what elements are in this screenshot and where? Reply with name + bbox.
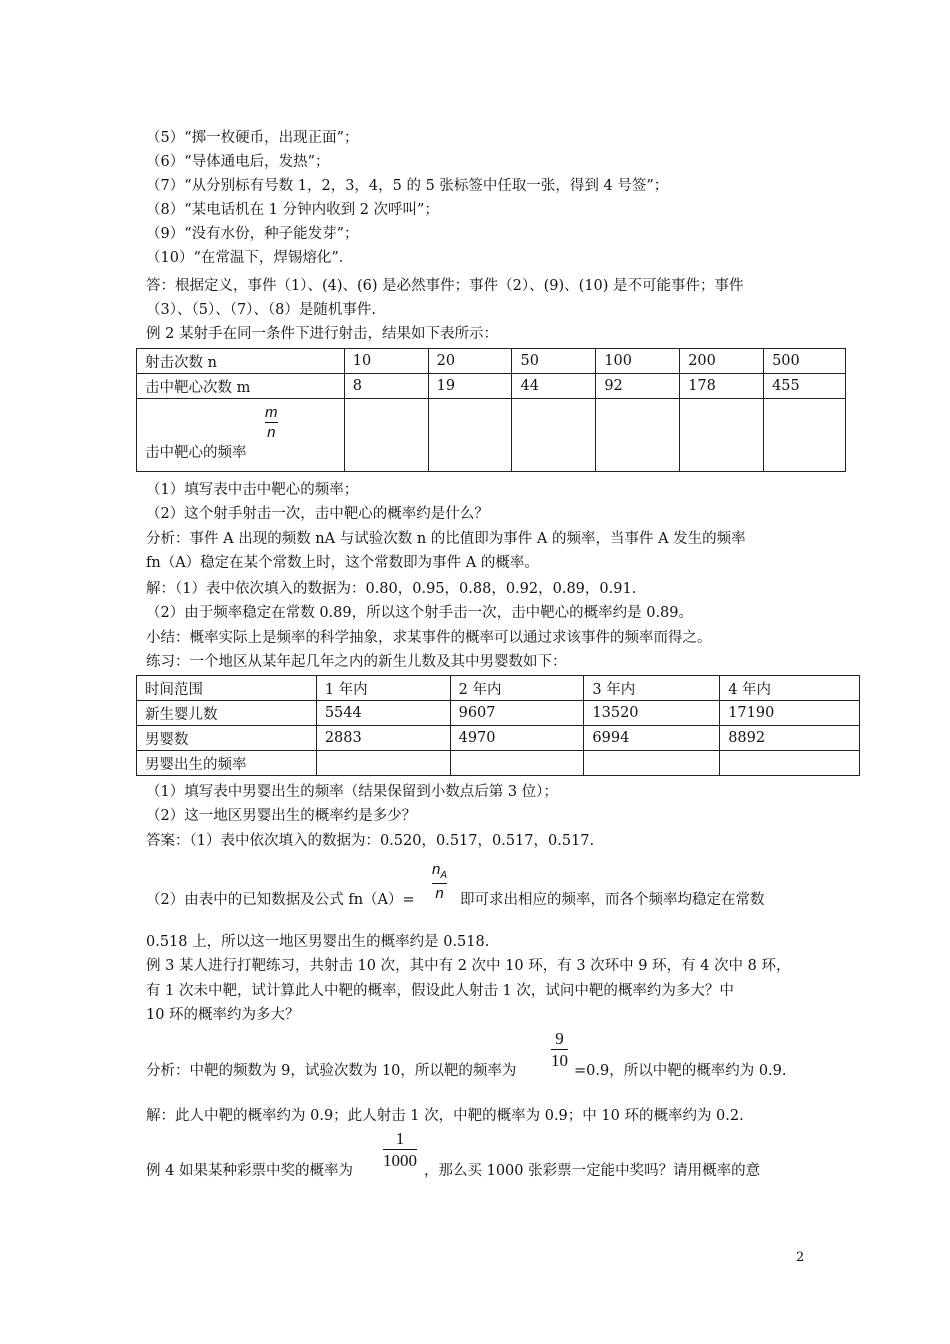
text-line: （10）“在常温下，焊锡熔化”． (146, 250, 354, 266)
text-line: （6）“导体通电后，发热”； (146, 154, 330, 170)
fraction-bar (432, 883, 447, 884)
text-line: 解：（1）表中依次填入的数据为：0.80，0.95，0.88，0.92，0.89，0.91. (146, 581, 637, 597)
fraction-denominator: 10 (551, 1051, 568, 1070)
fraction-numerator: 1 (395, 1129, 405, 1148)
fraction-bar (551, 1049, 568, 1050)
text-line (146, 888, 415, 912)
numerator-subscript: A (440, 870, 448, 881)
text-segment: ，那么买 1000 张彩票一定能中奖吗？请用概率的意 (424, 1163, 761, 1179)
fraction (383, 1130, 417, 1169)
table-cell: 100 (596, 349, 680, 374)
table-cell (584, 751, 720, 776)
text-segment: 例 4 如果某种彩票中奖的概率为 (146, 1163, 353, 1179)
table-row (137, 751, 860, 776)
table-cell: 时间范围 (137, 676, 317, 701)
birth-table (136, 675, 860, 776)
text-line: （7）“从分别标有号数 1，2，3，4，5 的 5 张标签中任取一张，得到 4 号签”； (146, 178, 669, 194)
table-row (137, 726, 860, 751)
table-row (137, 374, 846, 399)
text-line: （2）这一地区男婴出生的概率约是多少？ (146, 808, 417, 824)
text-line: （2）这个射手射击一次，击中靶心的概率约是什么？ (146, 506, 489, 522)
text-line: 有 1 次未中靶，试计算此人中靶的概率，假设此人射击 1 次，试问中靶的概率约为多大？中 (146, 983, 734, 999)
table-cell: 19 (428, 374, 512, 399)
numerator-letter: n (432, 861, 441, 878)
text-line (574, 1059, 787, 1083)
text-segment: =0.9，所以中靶的概率约为 0.9. (574, 1063, 787, 1079)
table-cell (450, 751, 584, 776)
table-row (137, 349, 846, 374)
table-cell: 5544 (316, 701, 450, 726)
table-cell: 455 (764, 374, 846, 399)
table-cell: 新生婴儿数 (137, 701, 317, 726)
table-cell (344, 399, 428, 472)
table-cell: 男婴出生的频率 (137, 751, 317, 776)
table-cell: 500 (764, 349, 846, 374)
fraction-denominator: n (267, 424, 276, 441)
table-cell (720, 751, 860, 776)
text-segment: 分析：中靶的频数为 9，试验次数为 10，所以靶的频率为 (146, 1063, 517, 1079)
text-line: 例 3 某人进行打靶练习，共射击 10 次，其中有 2 次中 10 环，有 3 次环中 9 环，有 4 次中 8 环， (146, 958, 791, 974)
text-line: （3）、（5）、（7）、（8）是随机事件. (146, 302, 377, 318)
table-cell (428, 399, 512, 472)
fraction-denominator: n (435, 885, 444, 902)
table-cell (680, 399, 764, 472)
table-cell: 20 (428, 349, 512, 374)
text-line (146, 1059, 516, 1083)
table-cell: 92 (596, 374, 680, 399)
table-cell: 9607 (450, 701, 584, 726)
table-cell: 200 (680, 349, 764, 374)
table-cell: 178 (680, 374, 764, 399)
text-line: （1）填写表中击中靶心的频率； (146, 482, 359, 498)
fraction (432, 862, 447, 901)
table-cell: 6994 (584, 726, 720, 751)
table-row (137, 701, 860, 726)
table-cell: 4 年内 (720, 676, 860, 701)
text-line (460, 888, 765, 912)
text-line: （2）由于频率稳定在常数 0.89，所以这个射手击一次，击中靶心的概率约是 0.89。 (146, 605, 694, 621)
text-line: 练习：一个地区从某年起几年之内的新生儿数及其中男婴数如下： (146, 654, 567, 670)
table-cell: 3 年内 (584, 676, 720, 701)
table-row (137, 399, 846, 472)
table-cell: 2883 (316, 726, 450, 751)
table-cell: 2 年内 (450, 676, 584, 701)
fraction-bar (383, 1149, 417, 1150)
fraction-bar (265, 422, 278, 423)
table-cell: 13520 (584, 701, 720, 726)
text-line: 小结：概率实际上是频率的科学抽象，求某事件的概率可以通过求该事件的频率而得之。 (146, 630, 712, 646)
table-cell: 8892 (720, 726, 860, 751)
text-line (424, 1159, 760, 1183)
table-cell: 8 (344, 374, 428, 399)
table-cell (316, 751, 450, 776)
table-cell: 男婴数 (137, 726, 317, 751)
text-line: 答案：（1）表中依次填入的数据为：0.520，0.517，0.517，0.517. (146, 833, 595, 849)
text-line: 答：根据定义，事件（1）、(4)、(6) 是必然事件；事件（2）、(9)、(10) 是不可能事件；事件 (146, 278, 744, 294)
text-line: （9）“没有水份，种子能发芽”； (146, 226, 359, 242)
text-line: 0.518 上，所以这一地区男婴出生的概率约是 0.518. (146, 934, 490, 950)
table-cell: 44 (512, 374, 596, 399)
text-line: （8）“某电话机在 1 分钟内收到 2 次呼叫”； (146, 202, 439, 218)
fraction-numerator: 9 (555, 1029, 564, 1048)
text-line (146, 1159, 353, 1183)
text-line: 例 2 某射手在同一条件下进行射击，结果如下表所示： (146, 326, 498, 342)
page-number: 2 (796, 1250, 805, 1265)
table-row (137, 676, 860, 701)
fraction-numerator (432, 862, 447, 881)
fraction-denominator: 1000 (383, 1151, 417, 1170)
text-line: fn（A）稳定在某个常数上时，这个常数即为事件 A 的概率。 (146, 555, 539, 571)
row-label: 击中靶心的频率 (145, 445, 247, 461)
table-cell: 4970 (450, 726, 584, 751)
table-cell: 击中靶心次数 m (137, 374, 345, 399)
text-segment: 即可求出相应的频率，而各个频率均稳定在常数 (460, 892, 765, 908)
table-cell (596, 399, 680, 472)
fraction (551, 1030, 568, 1069)
table-cell (764, 399, 846, 472)
fraction-numerator: m (265, 404, 278, 421)
table-cell (512, 399, 596, 472)
text-line: 10 环的概率约为多大？ (146, 1007, 300, 1023)
shooting-table (136, 348, 846, 472)
text-line: （1）填写表中男婴出生的频率（结果保留到小数点后第 3 位）； (146, 784, 558, 800)
table-cell (137, 399, 345, 472)
table-cell: 射击次数 n (137, 349, 345, 374)
text-segment: （2）由表中的已知数据及公式 fn（A）= (146, 892, 415, 908)
table-cell: 50 (512, 349, 596, 374)
table-cell: 10 (344, 349, 428, 374)
table-cell: 1 年内 (316, 676, 450, 701)
fraction (265, 405, 278, 440)
text-line: （5）“掷一枚硬币，出现正面”； (146, 130, 359, 146)
text-line: 分析：事件 A 出现的频数 nA 与试验次数 n 的比值即为事件 A 的频率，当事件 A 发生的频率 (146, 531, 746, 547)
text-line: 解：此人中靶的概率约为 0.9；此人射击 1 次，中靶的概率为 0.9；中 10 环的概率约为 0.2. (146, 1108, 744, 1124)
table-cell: 17190 (720, 701, 860, 726)
